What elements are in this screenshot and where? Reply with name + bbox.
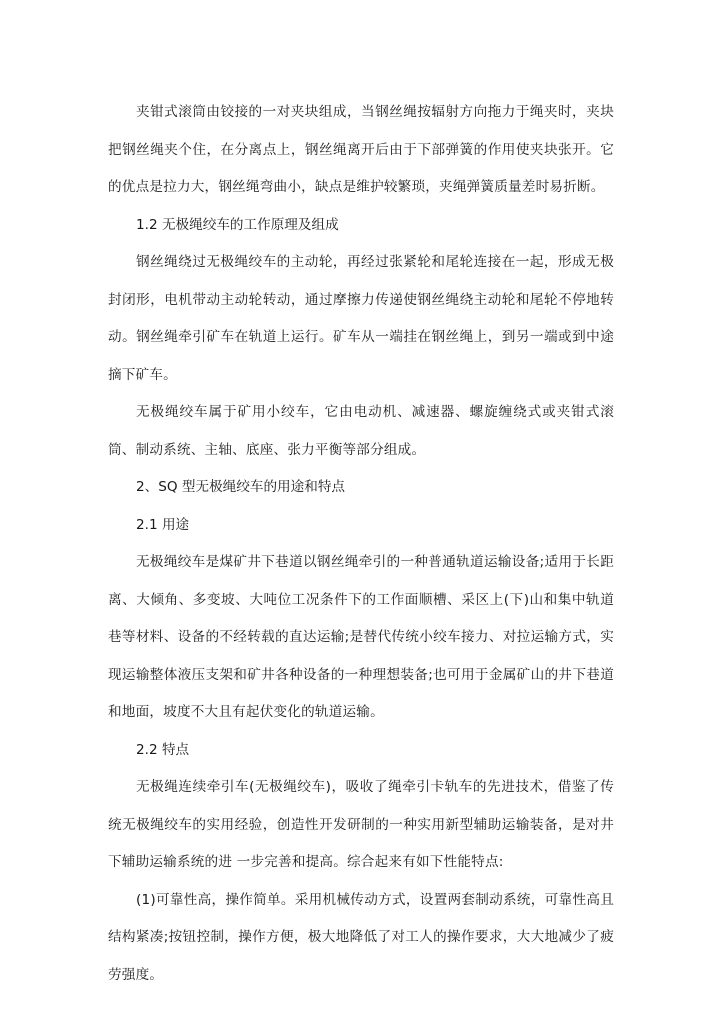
paragraph-working-principle: 钢丝绳绕过无极绳绞车的主动轮，再经过张紧轮和尾轮连接在一起，形成无极封闭形，电机带动主动轮转动，通过摩擦力传递使钢丝绳绕主动轮和尾轮不停地转动。钢丝绳牵引矿车在轨道上运行。矿车从一端挂在钢丝绳上，到另一端或到中途摘下矿车。 bbox=[108, 254, 614, 383]
paragraph-clamp-drum: 夹钳式滚筒由铰接的一对夹块组成，当钢丝绳按辐射方向拖力于绳夹时，夹块把钢丝绳夹个住，在分离点上，钢丝绳离开后由于下部弹簧的作用使夹块张开。它的优点是拉力大，钢丝绳弯曲小，缺点是维护较繁琐，夹绳弹簧质量差时易折断。 bbox=[108, 104, 614, 195]
document-page bbox=[108, 94, 614, 994]
heading-2-sq-winch: 2、SQ 型无极绳绞车的用途和特点 bbox=[136, 479, 346, 495]
heading-2-1-usage: 2.1 用途 bbox=[136, 516, 190, 533]
paragraph-usage: 无极绳绞车是煤矿井下巷道以钢丝绳牵引的一种普通轨道运输设备;适用于长距离、大倾角、多变坡、大吨位工况条件下的工作面顺槽、采区上(下)山和集中轨道巷等材料、设备的不经转载的直达运输;是替代传统小绞车接力、对拉运输方式，实现运输整体液压支架和矿井各种设备的一种理想装备;也可用于金属矿山的井下巷道和地面，坡度不大且有起伏变化的轨道运输。 bbox=[108, 554, 614, 720]
heading-2-2-features: 2.2 特点 bbox=[136, 741, 190, 758]
paragraph-features-intro: 无极绳连续牵引车(无极绳绞车)，吸收了绳牵引卡轨车的先进技术，借鉴了传统无极绳绞车的实用经验，创造性开发研制的一种实用新型辅助运输装备，是对井下辅助运输系统的进 一步完善和提高。综合起来有如下性能特点: bbox=[108, 779, 614, 870]
paragraph-composition: 无极绳绞车属于矿用小绞车，它由电动机、减速器、螺旋缠绕式或夹钳式滚筒、制动系统、主轴、底座、张力平衡等部分组成。 bbox=[108, 404, 614, 458]
paragraph-feature-1: (1)可靠性高，操作简单。采用机械传动方式，设置两套制动系统，可靠性高且结构紧凑;按钮控制，操作方便，极大地降低了对工人的操作要求，大大地减少了疲劳强度。 bbox=[108, 891, 614, 983]
heading-1-2-principle: 1.2 无极绳绞车的工作原理及组成 bbox=[136, 216, 339, 233]
